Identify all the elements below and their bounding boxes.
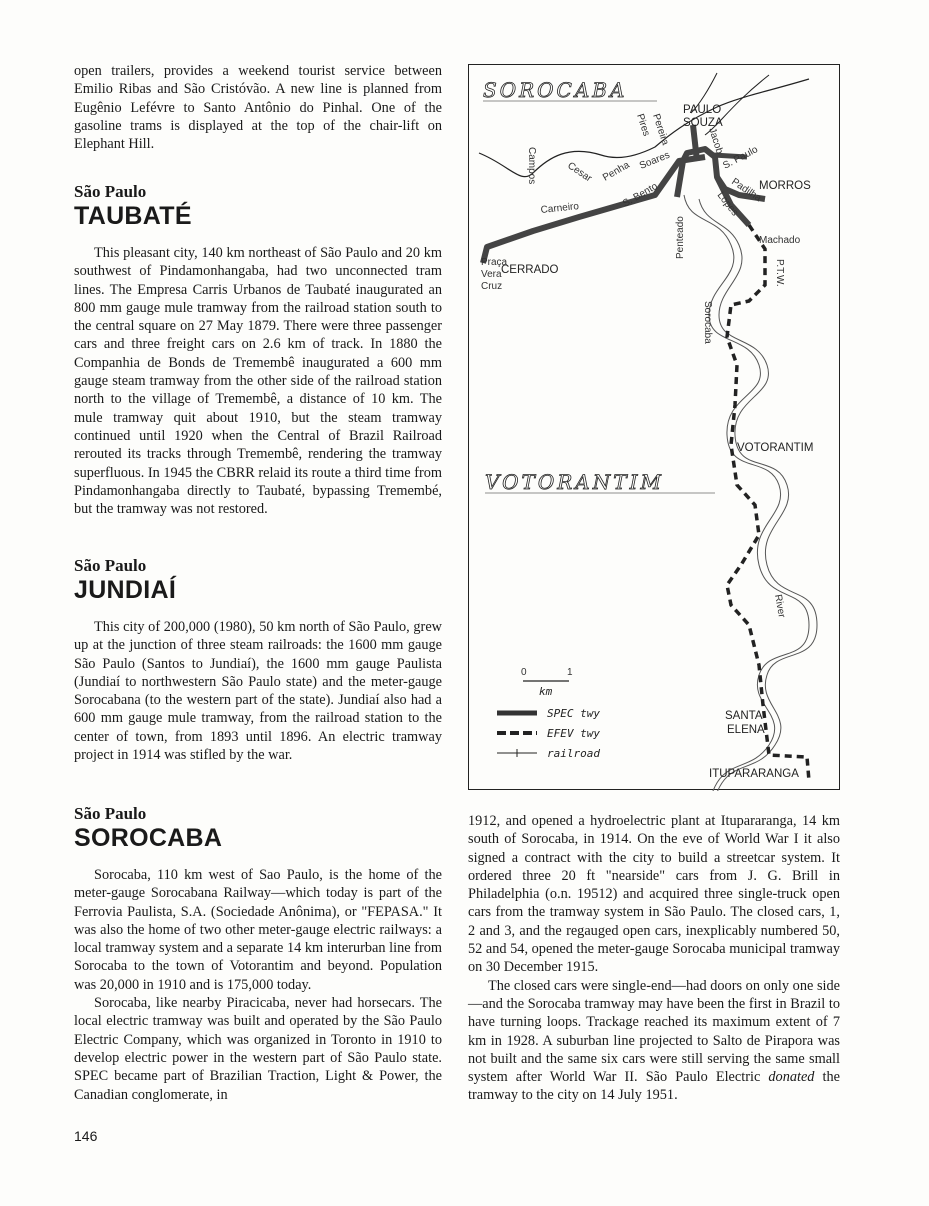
section-paragraph: This city of 200,000 (1980), 50 km north of São Paulo, grew up at the junction of three steam railroads: the 1600 mm gauge São Paulo (Santos to Jundiaí), the 1600 mm gauge Paulista (Jundiaí to northwestern São Paulo state) and the meter-gauge Sorocabana (to the western part of the state). Jundiaí also had a 600 mm gauge mule tramway, from the railroad station to the center of town, from 1893 until 1896. An electric tramway project in 1914 was stifled by the war. [74,619,442,764]
map-legend [497,667,600,760]
map-label: Padilha [729,176,764,205]
map-label: S. Bento [621,180,660,210]
map-label: SOUZA [683,117,723,129]
map-label: MORROS [759,180,811,192]
scale-zero: 0 [521,667,527,678]
right-paragraph-2: The closed cars were single-end—had doors on only one side—and the Sorocaba tramway may have been the first in Brazil to have turning loops. Trackage reached its maximum extent of 7 km in 1928. A suburban line projected to Salto de Pirapora was not built and the same six cars were still serving the same small system after World War II. São Paulo Electric donated the tramway to the city on 14 July 1951. [468,977,840,1104]
sorocaba-river-line [699,199,817,791]
section-paragraph: Sorocaba, 110 km west of Sao Paulo, is the home of the meter-gauge Sorocabana Railway—which today is part of the Ferrovia Paulista, S.A. (Sociedade Anônima), or "FEPASA." It was also the home of two other meter-gauge electric railways: a local tramway system and a separate 14 km interurban line from Sorocaba to the town of Votorantim and beyond. Population was 20,000 in 1910 and is 175,000 today. [74,867,442,993]
state-heading: São Paulo [74,182,147,201]
map-label: Penha [601,159,632,184]
section-sorocaba [74,804,442,1104]
right-column [468,812,840,1105]
map-label: PAULO [683,104,722,116]
tramway-map [468,64,840,790]
map-label: ELENA [727,724,765,736]
spec-line-north [693,125,697,161]
map-label: Vera [481,269,502,280]
city-heading: SOROCABA [74,824,223,852]
city-heading: JUNDIAÍ [74,576,177,604]
map-label: ITUPARARANGA [709,768,799,780]
right-paragraph-1: 1912, and opened a hydroelectric plant at Itupararanga, 14 km south of Sorocaba, in 1914. On the eve of World War I it also signed a contract with the city to build a streetcar system. It ordered three 20 ft "nearside" cars from J. G. Brill in Philadelphia (o.n. 19512) and acquired three single-truck open cars from the tramway system in São Paulo. The closed cars, 1, 2 and 3, and the regauged open cars, inexplicably numbered 50, 52 and 54, opened the meter-gauge Sorocaba municipal tramway on 30 December 1915. [468,813,840,976]
map-label: Penteado [675,216,686,259]
state-heading: São Paulo [74,556,147,575]
map-label: Lopes [714,190,741,219]
map-label: River [772,593,787,619]
map-label: S. Paulo [721,144,760,172]
spec-line-west [483,157,705,263]
map-label: Campos [526,147,537,185]
section-taubate [74,182,442,518]
city-heading: TAUBATÉ [74,202,192,230]
map-label: Sorocaba [702,301,713,344]
legend-efev-label: EFEV twy [547,727,600,740]
map-label: VOTORANTIM [737,442,814,454]
legend-railroad-label: railroad [547,747,600,760]
intro-paragraph: open trailers, provides a weekend tourist service between Emilio Ribas and São Cristóvão. A new line is planned from Eugênio Lefévre to Santo Antônio do Pinhal. One of the gasoline trams is displayed at the top of the chair-lift on Elephant Hill. [74,63,442,153]
map-title-votorantim: VOTORANTIM [485,470,664,494]
section-paragraph: This pleasant city, 140 km northeast of São Paulo and 20 km southwest of Pindamonhangaba, had two unconnected tram lines. The Empresa Carris Urbanos de Taubaté inaugurated an 800 mm gauge mule tramway from the railroad station south to the central square on 27 May 1879. There were three passenger cars and three freight cars on 2.6 km of track. In 1880 the Companhia de Bonds de Tremembê inaugurated a 600 mm gauge steam tramway from the other side of the railroad station north to the village of Tremembê, a distance of 10 km. The mule tramway quit about 1910, but the steam tramway continued until 1920 when the Central of Brazil Railroad rerouted its tracks through Tremembê, rendering the tramway superfluous. In 1945 the CBRR relaid its route a third time from Pindamonhangaba directly to Taubaté, bypassing Tremembé, but the tramway was not restored. [74,245,442,518]
map-label: Pereira [650,112,671,147]
map-label: Soares [638,149,672,172]
page-number: 146 [74,1128,98,1144]
state-heading: São Paulo [74,804,147,823]
scale-unit: km [539,685,553,698]
legend-spec-label: SPEC twy [547,707,600,720]
map-label: Machado [759,235,801,246]
map-label: Cruz [481,281,503,292]
map-label: Pires [634,112,652,138]
scale-one: 1 [567,667,573,678]
map-label: Praça [481,257,508,268]
map-title-sorocaba: SOROCABA [483,78,628,102]
map-label: P.T.W. [774,259,785,287]
map-label: Carneiro [540,201,580,216]
section-paragraph: Sorocaba, like nearby Piracicaba, never had horsecars. The local electric tramway was built and operated by the São Paulo Electric Company, which was organized in Toronto in 1910 to develop electric power in the western part of São Paulo state. SPEC became part of Brazilian Traction, Light & Power, the Canadian conglomerate, in [74,995,442,1103]
map-label: SANTA [725,710,763,722]
map-label: Jacob [706,126,725,156]
section-jundiai [74,556,442,764]
intro-block [74,62,442,153]
map-label: CERRADO [501,264,559,276]
map-label: Cesar [565,160,594,185]
map-svg [469,65,841,791]
